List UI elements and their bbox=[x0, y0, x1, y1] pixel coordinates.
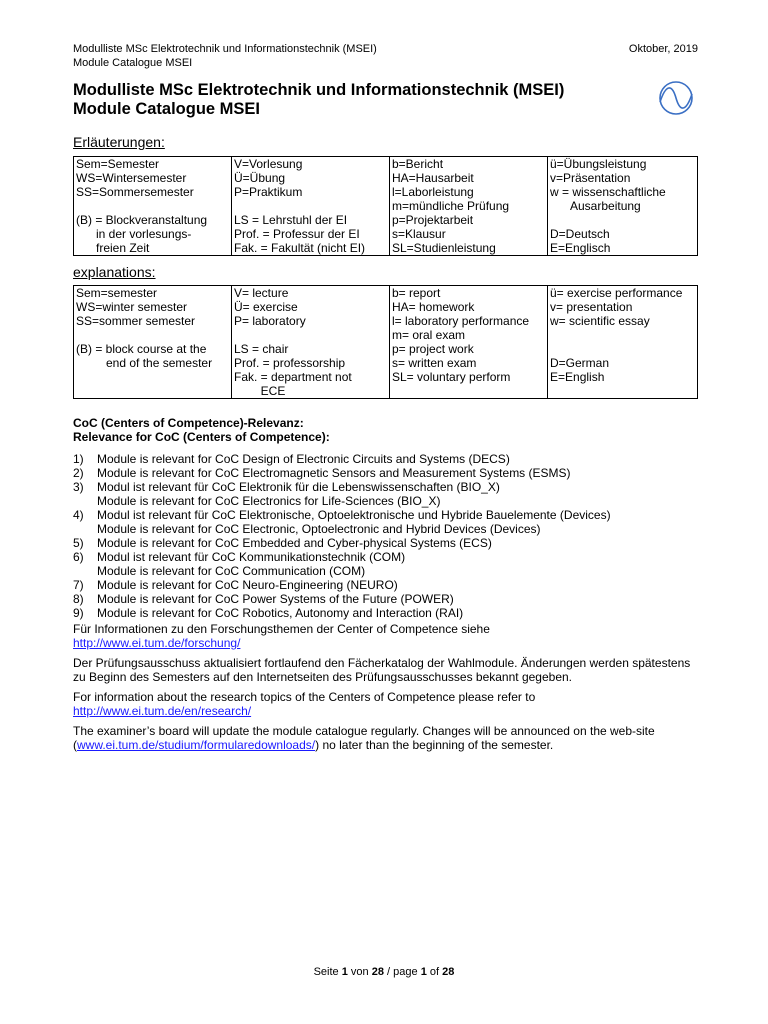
footer-page-number-en: 1 bbox=[420, 966, 427, 978]
legend-entry: l=Laborleistung bbox=[392, 185, 474, 199]
english-legend-table bbox=[73, 285, 698, 399]
legend-entry: m= oral exam bbox=[392, 328, 466, 342]
footer-page-total-en: 28 bbox=[442, 966, 455, 978]
coc-item-text: Module is relevant for CoC Power Systems of the Future (POWER) bbox=[97, 592, 454, 606]
german-legend-col4 bbox=[548, 157, 698, 256]
legend-entry: (B) = Blockveranstaltung bbox=[76, 213, 208, 227]
legend-entry: V= lecture bbox=[234, 286, 289, 300]
coc-item-text: Modul ist relevant für CoC Elektronische, Optoelektronische und Hybride Bauelemente (Devices) bbox=[97, 508, 611, 522]
legend-entry: v= presentation bbox=[550, 300, 633, 314]
german-legend-table bbox=[73, 156, 698, 256]
legend-entry: Ausarbeitung bbox=[550, 199, 641, 213]
legend-entry bbox=[76, 328, 229, 342]
legend-entry bbox=[76, 384, 229, 398]
tum-ei-logo-icon bbox=[655, 80, 697, 116]
legend-entry: E=English bbox=[550, 370, 605, 384]
coc-item-text: Module is relevant for CoC Communication (COM) bbox=[97, 564, 366, 578]
legend-entry bbox=[550, 328, 695, 342]
coc-item-number: 7) bbox=[73, 578, 84, 592]
paragraph-research-de: Für Informationen zu den Forschungsthemen der Center of Competence siehe http://www.ei.tum.de/forschung/ bbox=[73, 622, 490, 650]
coc-item-text: Module is relevant for CoC Electronic, Optoelectronic and Hybrid Devices (Devices) bbox=[97, 522, 541, 536]
header-title-line2: Module Catalogue MSEI bbox=[73, 57, 193, 69]
legend-entry bbox=[76, 370, 229, 384]
coc-item-text: Module is relevant for CoC Electronics for Life-Sciences (BIO_X) bbox=[97, 494, 441, 508]
legend-entry: LS = chair bbox=[234, 342, 289, 356]
legend-entry: SS=Sommersemester bbox=[76, 185, 194, 199]
coc-item-number: 9) bbox=[73, 606, 84, 620]
legend-entry: p=Projektarbeit bbox=[392, 213, 474, 227]
info-paragraphs bbox=[73, 622, 698, 758]
legend-entry: ü= exercise performance bbox=[550, 286, 683, 300]
legend-entry bbox=[234, 199, 387, 213]
coc-item-number: 6) bbox=[73, 550, 84, 564]
legend-entry: s= written exam bbox=[392, 356, 477, 370]
legend-entry: V=Vorlesung bbox=[234, 157, 303, 171]
legend-entry: v=Präsentation bbox=[550, 171, 631, 185]
coc-item-text: Modul ist relevant für CoC Kommunikationstechnik (COM) bbox=[97, 550, 406, 564]
coc-list bbox=[73, 452, 698, 620]
coc-list-item bbox=[73, 508, 698, 536]
legend-entry: SS=sommer semester bbox=[76, 314, 196, 328]
legend-entry: Ü=Übung bbox=[234, 171, 286, 185]
legend-entry: P= laboratory bbox=[234, 314, 306, 328]
english-legend-col3 bbox=[390, 286, 548, 399]
header-date: Oktober, 2019 bbox=[628, 43, 698, 55]
legend-entry: Sem=Semester bbox=[76, 157, 160, 171]
paragraph-research-en: For information about the research topics of the Centers of Competence please refer to http://www.ei.tum.de/en/research/ bbox=[73, 690, 536, 718]
legend-entry: w = wissenschaftliche bbox=[550, 185, 666, 199]
legend-entry: Fak. = Fakultät (nicht EI) bbox=[234, 241, 366, 255]
german-legend-heading: Erläuterungen: bbox=[73, 134, 165, 150]
coc-section bbox=[73, 416, 698, 620]
legend-entry: freien Zeit bbox=[76, 241, 150, 255]
legend-entry: (B) = block course at the bbox=[76, 342, 207, 356]
legend-entry: SL=Studienleistung bbox=[392, 241, 496, 255]
legend-entry bbox=[392, 384, 545, 398]
legend-entry: WS=winter semester bbox=[76, 300, 188, 314]
page-footer: Seite 1 von 28 / page 1 of 28 bbox=[313, 966, 455, 978]
legend-entry: D=German bbox=[550, 356, 610, 370]
coc-item-number: 4) bbox=[73, 508, 84, 522]
legend-entry: Prof. = Professur der EI bbox=[234, 227, 360, 241]
link-forschung[interactable]: http://www.ei.tum.de/forschung/ bbox=[73, 636, 241, 650]
legend-entry: SL= voluntary perform bbox=[392, 370, 511, 384]
legend-entry: b=Bericht bbox=[392, 157, 444, 171]
running-header bbox=[73, 42, 698, 70]
coc-item-number: 3) bbox=[73, 480, 84, 494]
footer-page-total: 28 bbox=[371, 966, 384, 978]
coc-item-number: 1) bbox=[73, 452, 84, 466]
coc-item-text: Module is relevant for CoC Design of Electronic Circuits and Systems (DECS) bbox=[97, 452, 510, 466]
document-title bbox=[73, 81, 698, 119]
legend-entry: l= laboratory performance bbox=[392, 314, 530, 328]
legend-entry: Fak. = department not bbox=[234, 370, 352, 384]
english-legend-col4 bbox=[548, 286, 698, 399]
legend-entry: D=Deutsch bbox=[550, 227, 610, 241]
legend-entry bbox=[550, 213, 695, 227]
title-line2: Module Catalogue MSEI bbox=[73, 100, 261, 118]
header-title-line1: Modulliste MSc Elektrotechnik und Informationstechnik (MSEI) bbox=[73, 43, 377, 55]
coc-heading-en: Relevance for CoC (Centers of Competence): bbox=[73, 430, 330, 444]
coc-list-item bbox=[73, 606, 698, 620]
legend-entry bbox=[234, 328, 387, 342]
legend-entry: b= report bbox=[392, 286, 441, 300]
paragraph-examiner-en: The examiner’s board will update the module catalogue regularly. Changes will be announced on the web-site (www.ei.tum.de/studium/formularedownloads/) no later than the beginning of the semester. bbox=[73, 724, 655, 752]
legend-entry: HA=Hausarbeit bbox=[392, 171, 474, 185]
legend-entry: LS = Lehrstuhl der EI bbox=[234, 213, 348, 227]
coc-item-number: 2) bbox=[73, 466, 84, 480]
legend-entry: Ü= exercise bbox=[234, 300, 298, 314]
coc-item-text: Modul ist relevant für CoC Elektronik für die Lebenswissenschaften (BIO_X) bbox=[97, 480, 500, 494]
english-legend-heading: explanations: bbox=[73, 264, 156, 280]
coc-list-item bbox=[73, 578, 698, 592]
legend-entry bbox=[550, 342, 695, 356]
legend-entry: p= project work bbox=[392, 342, 474, 356]
coc-item-number: 5) bbox=[73, 536, 84, 550]
legend-entry: Sem=semester bbox=[76, 286, 158, 300]
coc-list-item bbox=[73, 452, 698, 466]
german-legend-col2 bbox=[232, 157, 390, 256]
legend-entry: ü=Übungsleistung bbox=[550, 157, 647, 171]
legend-entry: m=mündliche Prüfung bbox=[392, 199, 510, 213]
title-line1: Modulliste MSc Elektrotechnik und Informationstechnik (MSEI) bbox=[73, 81, 565, 99]
legend-entry: end of the semester bbox=[76, 356, 213, 370]
link-research[interactable]: http://www.ei.tum.de/en/research/ bbox=[73, 704, 252, 718]
coc-item-text: Module is relevant for CoC Electromagnetic Sensors and Measurement Systems (ESMS) bbox=[97, 466, 571, 480]
coc-list-item bbox=[73, 466, 698, 480]
coc-heading-de: CoC (Centers of Competence)-Relevanz: bbox=[73, 416, 304, 430]
coc-list-item bbox=[73, 536, 698, 550]
german-legend-col1 bbox=[74, 157, 232, 256]
german-legend-col3 bbox=[390, 157, 548, 256]
coc-item-text: Module is relevant for CoC Neuro-Engineering (NEURO) bbox=[97, 578, 398, 592]
coc-item-text: Module is relevant for CoC Embedded and Cyber-physical Systems (ECS) bbox=[97, 536, 492, 550]
legend-entry: P=Praktikum bbox=[234, 185, 303, 199]
legend-entry: HA= homework bbox=[392, 300, 475, 314]
legend-entry: ECE bbox=[234, 384, 286, 398]
legend-entry: E=Englisch bbox=[550, 241, 611, 255]
legend-entry: in der vorlesungs- bbox=[76, 227, 192, 241]
coc-list-item bbox=[73, 480, 698, 508]
coc-list-item bbox=[73, 592, 698, 606]
footer-page-number: 1 bbox=[341, 966, 348, 978]
link-formulardownloads[interactable]: www.ei.tum.de/studium/formularedownloads/ bbox=[77, 738, 316, 752]
coc-item-number: 8) bbox=[73, 592, 84, 606]
legend-entry: s=Klausur bbox=[392, 227, 446, 241]
legend-entry: WS=Wintersemester bbox=[76, 171, 187, 185]
legend-entry bbox=[550, 384, 695, 398]
coc-item-text: Module is relevant for CoC Robotics, Autonomy and Interaction (RAI) bbox=[97, 606, 464, 620]
legend-entry: Prof. = professorship bbox=[234, 356, 346, 370]
legend-entry bbox=[76, 199, 229, 213]
english-legend-col1 bbox=[74, 286, 232, 399]
paragraph-examiner-de: Der Prüfungsausschuss aktualisiert fortlaufend den Fächerkatalog der Wahlmodule. Änderungen werden spätestens zu Beginn des Semesters auf den Internetseiten des Prüfungsausschusses bekannt gegeben. bbox=[73, 656, 691, 684]
legend-entry: w= scientific essay bbox=[550, 314, 650, 328]
english-legend-col2 bbox=[232, 286, 390, 399]
coc-list-item bbox=[73, 550, 698, 578]
